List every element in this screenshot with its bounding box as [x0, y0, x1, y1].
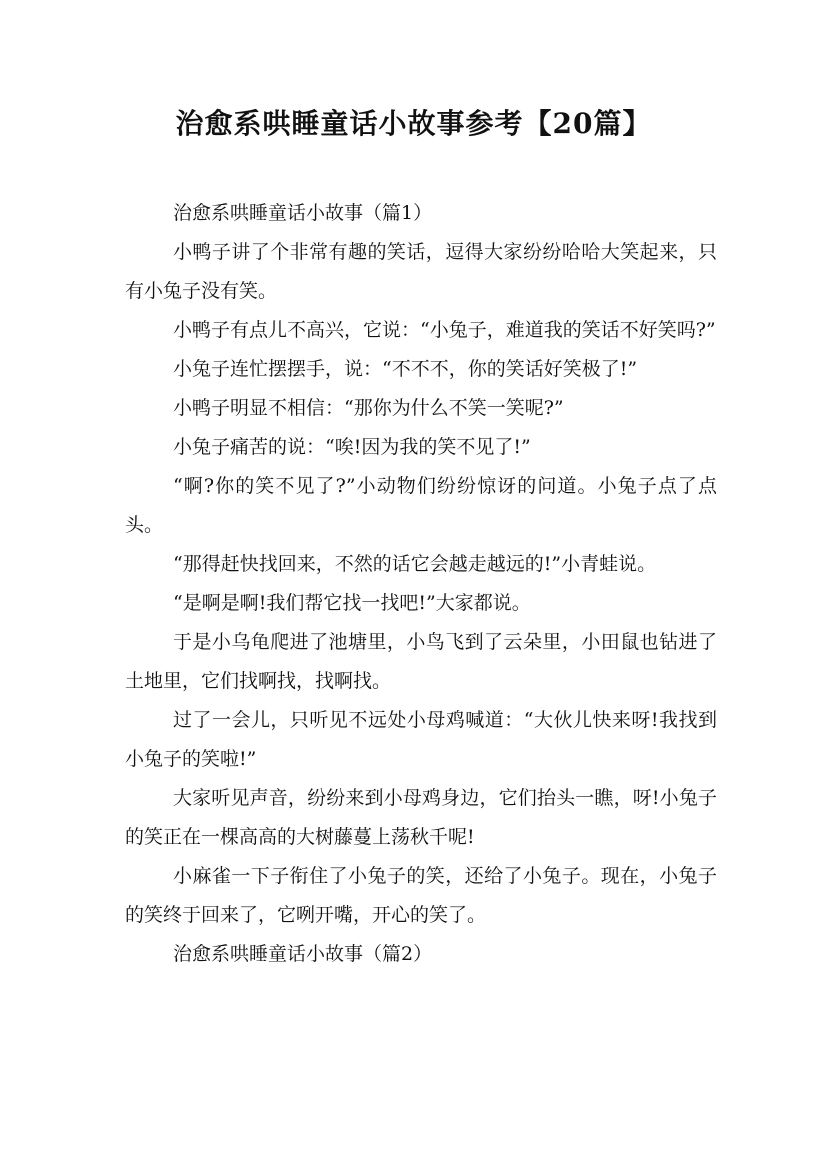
document-body — [125, 194, 717, 974]
section-heading-2: 治愈系哄睡童话小故事（篇2） — [173, 943, 433, 965]
paragraph: 小鸭子明显不相信：“那你为什么不笑一笑呢?” — [173, 397, 564, 419]
paragraph: “是啊是啊!我们帮它找一找吧!”大家都说。 — [173, 592, 531, 614]
paragraph: 小麻雀一下子衔住了小兔子的笑，还给了小兔子。现在，小兔子的笑终于回来了，它咧开嘴，开心的笑了。 — [125, 865, 717, 926]
paragraph: 小鸭子有点儿不高兴，它说：“小兔子，难道我的笑话不好笑吗?” — [173, 319, 716, 341]
paragraph: 于是小乌龟爬进了池塘里，小鸟飞到了云朵里，小田鼠也钻进了土地里，它们找啊找，找啊找。 — [125, 631, 717, 692]
paragraph: 过了一会儿，只听见不远处小母鸡喊道：“大伙儿快来呀!我找到小兔子的笑啦!” — [125, 709, 717, 770]
paragraph: 小鸭子讲了个非常有趣的笑话，逗得大家纷纷哈哈大笑起来，只有小兔子没有笑。 — [125, 241, 717, 302]
paragraph: “那得赶快找回来，不然的话它会越走越远的!”小青蛙说。 — [173, 553, 657, 575]
paragraph: “啊?你的笑不见了?”小动物们纷纷惊讶的问道。小兔子点了点头。 — [125, 475, 717, 536]
document-title: 治愈系哄睡童话小故事参考【20篇】 — [175, 107, 652, 140]
paragraph: 小兔子连忙摆摆手，说：“不不不，你的笑话好笑极了!” — [173, 358, 638, 380]
paragraph: 小兔子痛苦的说：“唉!因为我的笑不见了!” — [173, 436, 531, 458]
section-heading-1: 治愈系哄睡童话小故事（篇1） — [173, 202, 433, 224]
paragraph: 大家听见声音，纷纷来到小母鸡身边，它们抬头一瞧，呀!小兔子的笑正在一棵高高的大树藤蔓上荡秋千呢! — [125, 787, 717, 848]
